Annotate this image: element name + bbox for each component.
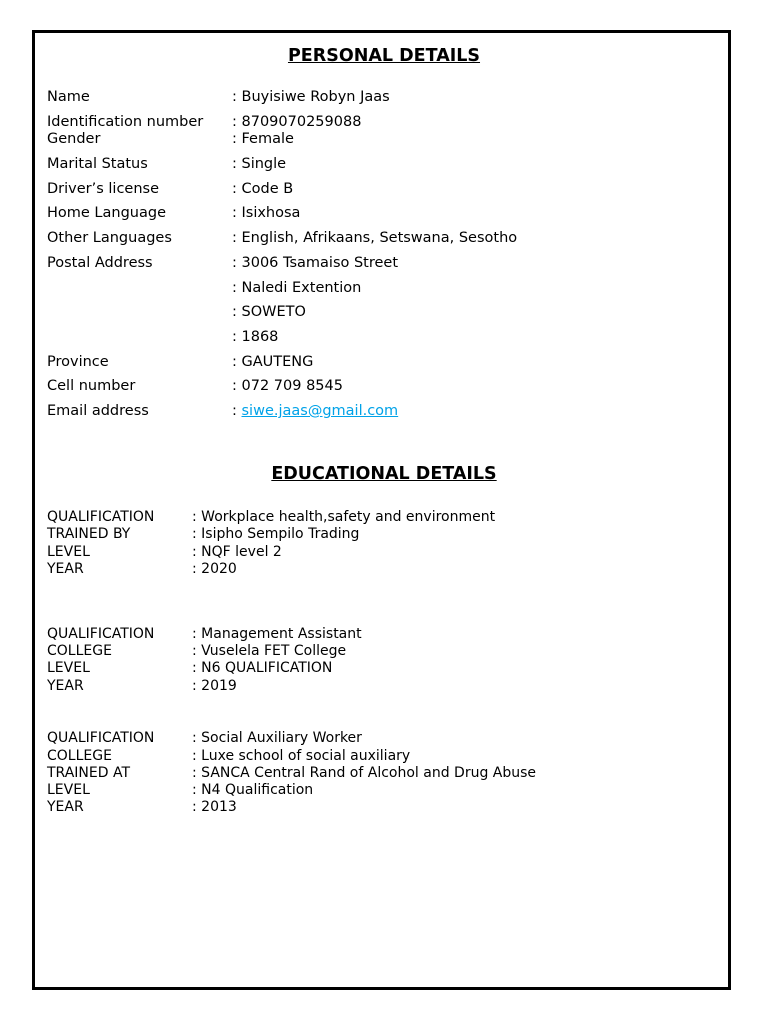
field-value: : Female [232, 131, 294, 147]
edu-value: : 2019 [192, 678, 237, 694]
email-prefix: : [232, 403, 242, 419]
field-value: : 1868 [232, 329, 279, 345]
personal-details-heading: PERSONAL DETAILS [287, 46, 481, 66]
edu-label: TRAINED BY [47, 526, 131, 542]
edu-value: : 2013 [192, 799, 237, 815]
edu-label: COLLEGE [47, 643, 112, 659]
email-link[interactable]: siwe.jaas@gmail.com [241, 403, 399, 419]
edu-label: YEAR [47, 678, 84, 694]
field-label: Marital Status [47, 156, 148, 172]
field-value: : SOWETO [232, 304, 306, 320]
edu-label: YEAR [47, 799, 84, 815]
field-label: Email address [47, 403, 149, 419]
field-label: Province [47, 354, 109, 370]
edu-value: : 2020 [192, 561, 237, 577]
field-value: : GAUTENG [232, 354, 314, 370]
field-label: Driver’s license [47, 181, 160, 197]
field-label: Identification number [47, 114, 204, 130]
edu-label: YEAR [47, 561, 84, 577]
edu-label: QUALIFICATION [47, 626, 155, 642]
field-value: : English, Afrikaans, Setswana, Sesotho [232, 230, 518, 246]
edu-value: : Isipho Sempilo Trading [192, 526, 360, 542]
educational-details-heading: EDUCATIONAL DETAILS [271, 464, 497, 484]
field-value: : Isixhosa [232, 205, 301, 221]
field-label: Home Language [47, 205, 166, 221]
field-label: Cell number [47, 378, 136, 394]
edu-label: COLLEGE [47, 748, 112, 764]
edu-value: : Vuselela FET College [192, 643, 347, 659]
field-value: : 072 709 8545 [232, 378, 343, 394]
edu-value: : N4 Qualification [192, 782, 314, 798]
edu-value: : Management Assistant [192, 626, 362, 642]
edu-value: : N6 QUALIFICATION [192, 660, 333, 676]
field-value: : Naledi Extention [232, 280, 362, 296]
field-label: Other Languages [47, 230, 172, 246]
field-label: Gender [47, 131, 101, 147]
edu-label: TRAINED AT [47, 765, 131, 781]
edu-value: : SANCA Central Rand of Alcohol and Drug Abuse [192, 765, 537, 781]
edu-value: : Workplace health,safety and environment [192, 509, 496, 525]
edu-label: QUALIFICATION [47, 509, 155, 525]
edu-label: LEVEL [47, 544, 90, 560]
field-value: : 8709070259088 [232, 114, 362, 130]
edu-value: : Social Auxiliary Worker [192, 730, 362, 746]
edu-value: : Luxe school of social auxiliary [192, 748, 411, 764]
edu-label: LEVEL [47, 782, 90, 798]
field-label: Name [47, 89, 90, 105]
field-value: : Buyisiwe Robyn Jaas [232, 89, 390, 105]
edu-label: QUALIFICATION [47, 730, 155, 746]
edu-label: LEVEL [47, 660, 90, 676]
field-value: : Code B [232, 181, 294, 197]
field-value: : Single [232, 156, 287, 172]
field-value [232, 402, 398, 420]
field-value: : 3006 Tsamaiso Street [232, 255, 399, 271]
field-label: Postal Address [47, 255, 153, 271]
edu-value: : NQF level 2 [192, 544, 282, 560]
